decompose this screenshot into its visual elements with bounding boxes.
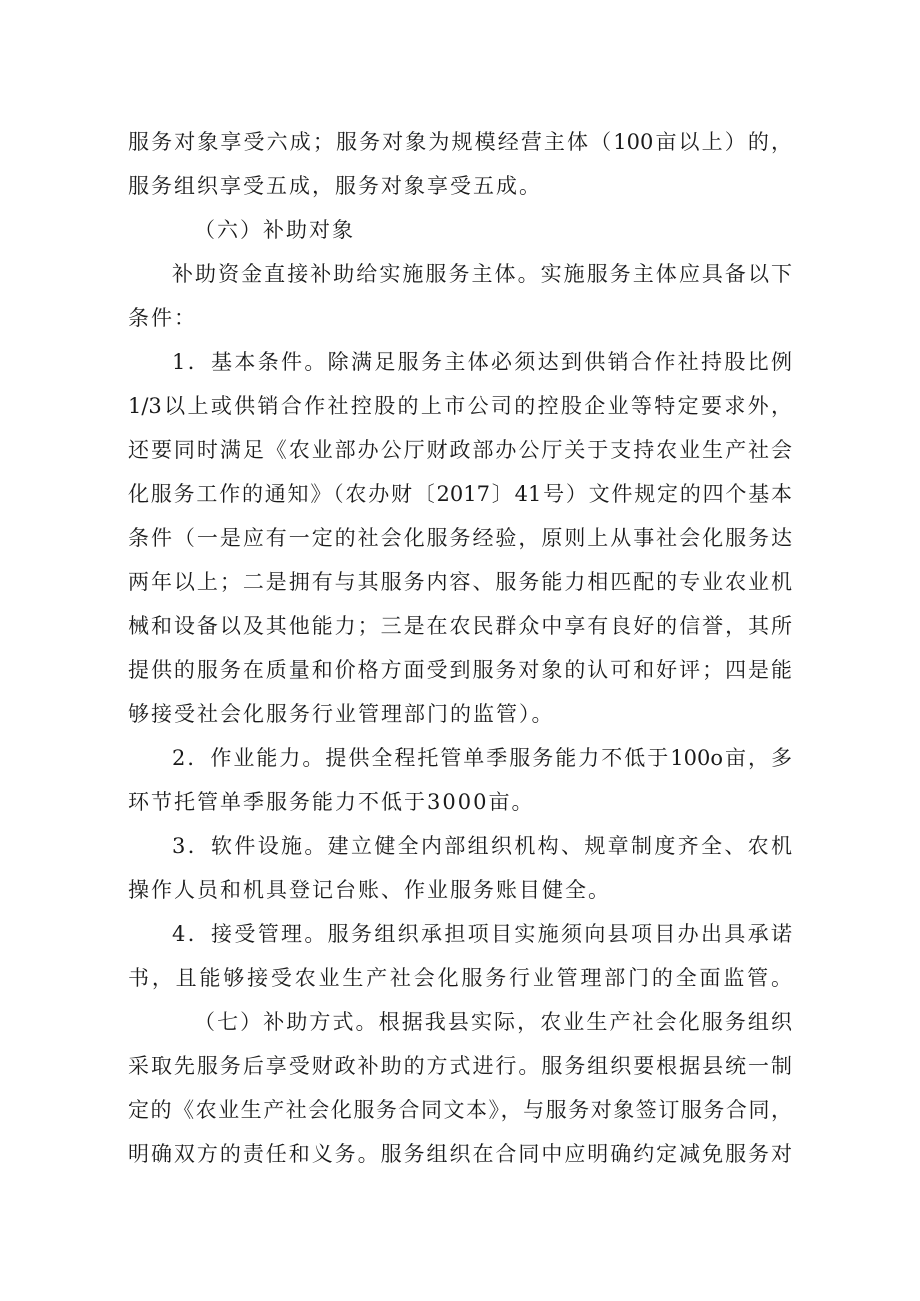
text-line: 补助资金直接补助给实施服务主体。实施服务主体应具备以下: [172, 262, 792, 286]
text-line: 环节托管单季服务能力不低于3000亩。: [128, 790, 535, 814]
text-line: 提供的服务在质量和价格方面受到服务对象的认可和好评；四是能: [128, 658, 792, 682]
text-line: 还要同时满足《农业部办公厅财政部办公厅关于支持农业生产社会: [128, 438, 792, 462]
text-line: 服务对象享受六成；服务对象为规模经营主体（100亩以上）的，: [128, 130, 792, 154]
text-line: 2．作业能力。提供全程托管单季服务能力不低于100o亩，多: [172, 746, 792, 770]
text-line: 定的《农业生产社会化服务合同文本》，与服务对象签订服务合同，: [128, 1098, 792, 1122]
text-line: 采取先服务后享受财政补助的方式进行。服务组织要根据县统一制: [128, 1054, 792, 1078]
text-line: 服务组织享受五成，服务对象享受五成。: [128, 174, 542, 198]
text-line: 1．基本条件。除满足服务主体必须达到供销合作社持股比例: [172, 350, 792, 374]
section-heading: （六）补助对象: [194, 218, 355, 242]
text-line: 够接受社会化服务行业管理部门的监管）。: [128, 702, 555, 726]
text-line: 书，且能够接受农业生产社会化服务行业管理部门的全面监管。: [128, 966, 792, 990]
text-line: 条件：: [128, 306, 197, 330]
text-line: 两年以上；二是拥有与其服务内容、服务能力相匹配的专业农业机: [128, 570, 792, 594]
text-line: 械和设备以及其他能力；三是在农民群众中享有良好的信誉，其所: [128, 614, 792, 638]
text-line: 1/3以上或供销合作社控股的上市公司的控股企业等特定要求外，: [128, 394, 792, 418]
text-line: 操作人员和机具登记台账、作业服务账目健全。: [128, 878, 611, 902]
text-line: 条件（一是应有一定的社会化服务经验，原则上从事社会化服务达: [128, 526, 792, 550]
text-line: （七）补助方式。根据我县实际，农业生产社会化服务组织: [194, 1010, 792, 1034]
text-line: 4．接受管理。服务组织承担项目实施须向县项目办出具承诺: [172, 922, 792, 946]
text-line: 3．软件设施。建立健全内部组织机构、规章制度齐全、农机: [172, 834, 792, 858]
text-line: 化服务工作的通知》（农办财〔2017〕41号）文件规定的四个基本: [128, 482, 792, 506]
text-line: 明确双方的责任和义务。服务组织在合同中应明确约定减免服务对: [128, 1142, 792, 1166]
